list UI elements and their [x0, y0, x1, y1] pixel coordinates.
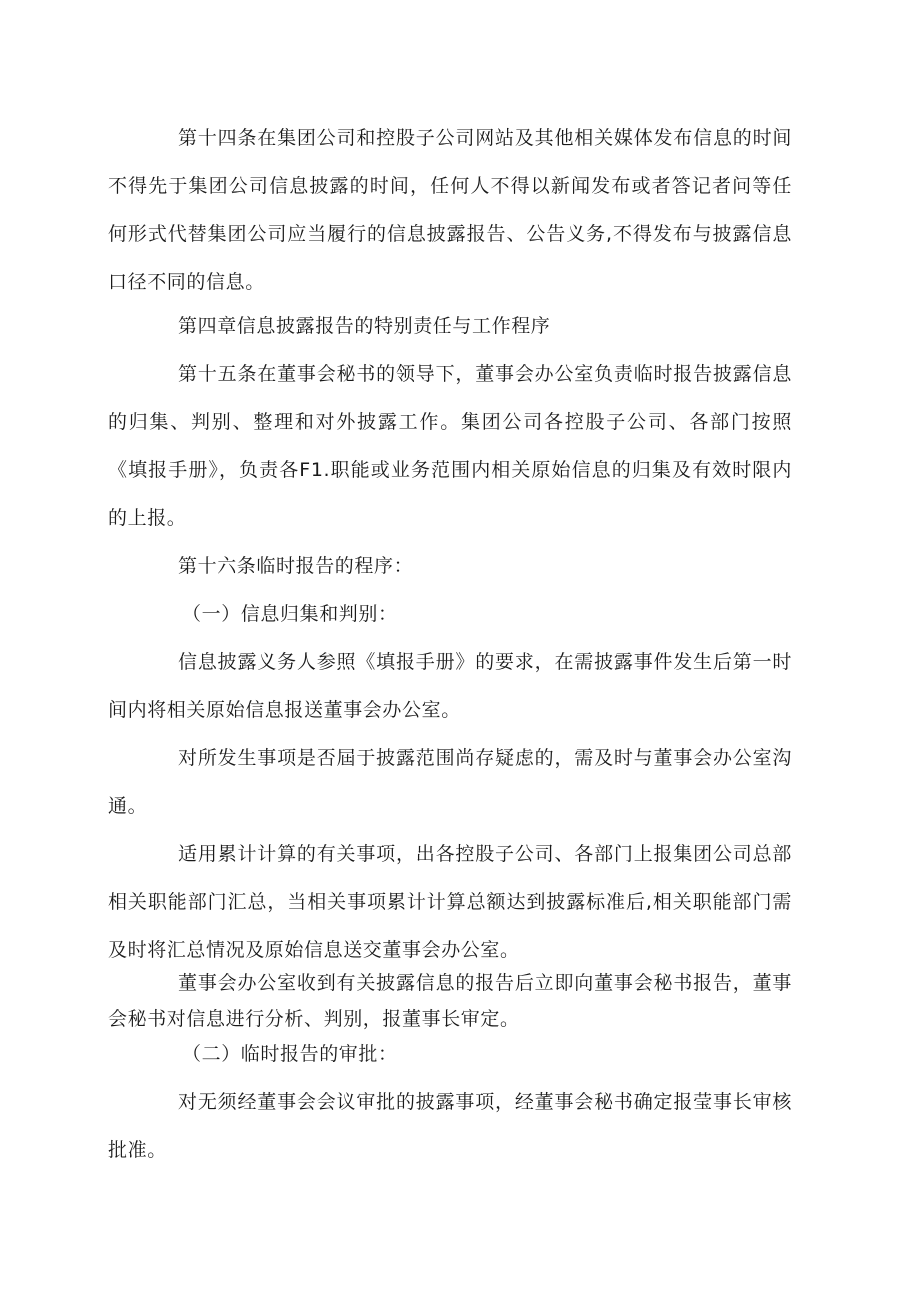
info-collection-paragraph: 信息披露义务人参照《填报手册》的要求，在需披露事件发生后第一时间内将相关原始信息报送董事会办公室。	[108, 651, 792, 721]
article-16-paragraph: 第十六条临时报告的程序：	[178, 555, 414, 577]
approval-paragraph: 对无须经董事会会议审批的披露事项，经董事会秘书确定报莹事长审核批准。	[108, 1091, 792, 1161]
cumulative-calculation-paragraph: 适用累计计算的有关事项，出各控股子公司、各部门上报集团公司总部相关职能部门汇总，当相关事项累计计算总额达到披露标准后,相关职能部门需及时将汇总情况及原始信息送交董事会办公室。	[108, 843, 792, 961]
article-15-paragraph: 第十五条在董事会秘书的领导下，董事会办公室负责临时报告披露信息的归集、判别、整理和对外披露工作。集团公司各控股子公司、各部门按照《填报手册》，负责各F1.职能或业务范围内相关原始信息的归集及有效时限内的上报。	[108, 363, 792, 529]
section-1-heading: （一）信息归集和判别：	[182, 603, 398, 625]
chapter-4-heading: 第四章信息披露报告的特别责任与工作程序	[178, 315, 551, 337]
section-2-heading: （二）临时报告的审批：	[182, 1043, 398, 1065]
report-to-secretary-paragraph: 董事会办公室收到有关披露信息的报告后立即向董事会秘书报告，董事会秘书对信息进行分析、判别，报董事长审定。	[108, 972, 792, 1030]
doubt-communication-paragraph: 对所发生事项是否屆于披露范围尚存疑虑的，需及时与董事会办公室沟通。	[108, 747, 792, 817]
article-14-paragraph: 第十四条在集团公司和控股子公司网站及其他相关媒体发布信息的时间不得先于集团公司信息披露的时间，任何人不得以新闻发布或者答记者问等任何形式代替集团公司应当履行的信息披露报告、公告义务,不得发布与披露信息口径不同的信息。	[108, 127, 792, 293]
